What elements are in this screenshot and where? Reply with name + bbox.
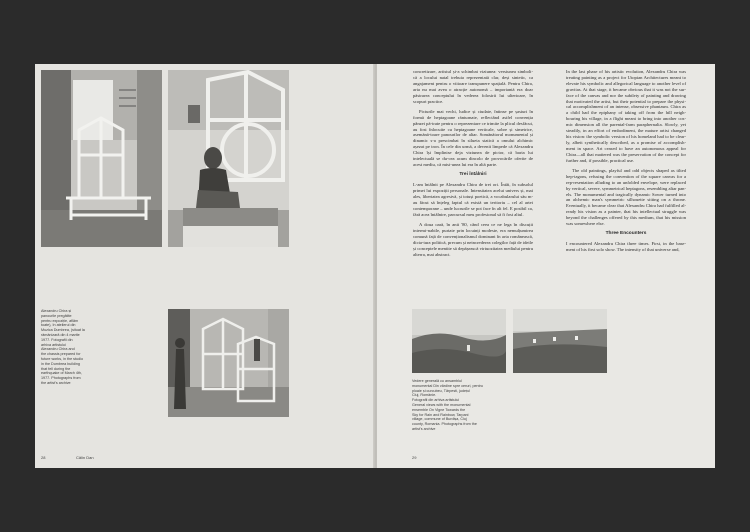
en-paragraph-1: In the last phase of his artistic evolution, Alexandru Chira was treating painting as a project for Utopian Architectures meant to elevate his symbolic and allegorical language to another level of gravitas. At that stage, it became obvious that it was not the sur-face of the canvas and nor the subtlety of painting and drawing that motivated the artist, but their potential to prepare the physi-cal accomplishment of an intense, obsessive phantasm. Chira as a child had the epiphany of taking off from the hill neigh-bouring his village, in a flight meant to bring into another cos-mic dimension all the parental-farm paraphernalia. Slowly, yet steadily, in an effort of embodiment, the mature artist changed his vision: the symbolic version of his homeland had to be clear-ly, albeit synthetically described, as a promise of accomplish-ment in space. Art ceased to have an autonomous appeal for Chira—all that mattered was the preservation of the concept for further and, if possible, practical use.: [566, 69, 686, 163]
left-page: [35, 64, 375, 468]
ro-paragraph-4: A doua oară, în anii '80, când ceea ce ne lega în discuții intermi-nabile, purtate prin locuinți modeste, era nemulțumirea comună față de convenționalismul dominant în arta românească, dicta-tura politică, precum și neincrederea colegilor față de ideile și conceptele mentite să depășească virtuozitatea mediului pentru alterra, mai abstract.: [413, 222, 533, 257]
right-page-number: 29: [412, 455, 417, 460]
ro-paragraph-3: L-am întâlnit pe Alexandru Chira de trei ori. Întâi, în subsolul primei lui expoziții personale. Intensitatea acelui univers și, mai ales, libertatea agresivă, și totuși poetică, a vocabularului său m-au făcut să înțeleg faptul că există un teritoriu – cel al artei contemporane – unde lucrurile se pot face în alt fel. E posibil ca, fără acea întâlnire, parcursul meu profesional să fi fost altul.: [413, 182, 533, 217]
romanian-column: [413, 69, 533, 262]
en-section-heading: Three Encounters: [605, 231, 647, 237]
landscape-photo-1: [412, 309, 506, 373]
ro-paragraph-2: Picturile mai vechi, ludice și ciudate, întinse pe șasiuri în formă de heptagoane rănturnate, reflectând astfel convenția pânzei pă-trate pentru o reprezentare ce trimite la plicul desfăcut, au fost înlocuite cu heptagoane verticale, sobre și simetrice, asemănă-toare panourilor de altar. Somănătorul monumental și dinamic s-a prescimbat în silueta statică a omului alchimic așezat pe tron. În cele din urmă, a devenit limpede că Alexandru Chira își împlinise deja viziunea de pictor, că baria lui intelectuală se du-cea acum dincolo de provocările oferite de acest mediu, că misi-unea lui era în altă parte.: [413, 108, 533, 167]
running-head: Călin Dan: [76, 455, 94, 460]
right-photo-caption: Vedere generală cu ansamblul monumental Din vărdine spre ceruri, pentru ploaie și curcubeu, Tărpesti, județul Cluj, Românie. Fotografii din arhiva artistului General views with the monumental ensemble On Vigne Towards the Sky for Rain and Rainbow, Tarpani village, commune of Burdișa, Cluj county, Romania. Photographs from the artist's archive: [412, 379, 483, 431]
ro-paragraph-1: concretizare, artistul și-a schimbat viziunea: versiunea simboli-că a locului natal trebuia reprezentată clar, deși sintetic, ca angajament pentru o viitoare transpunere spațială. Pentru Chira, arta nu mai avea o atracție autonomă – importantă era doar păstrarea conceptului în vederea folosirii lui ulterioare, în scopuri practice.: [413, 69, 533, 104]
left-page-number: 28: [41, 455, 46, 460]
magazine-spread: [35, 64, 715, 468]
english-column: [566, 69, 686, 257]
left-photo-caption: Alexandru Chira și panourile pregătite pentru expoziție, aflăm toate), în atelierul din Muzica Dumbrea, (situat la râmânizară din 4 martie 1977. Fotografii din arhiva artistului Alexandru Chira and the chassis prepared for future works, in the studio in the Dumbrea building that fell during the earthquake of March 4th, 1977. Photographs from the artist's archive: [41, 309, 85, 385]
exhibition-photo: [168, 309, 289, 417]
artist-portrait-photo: [168, 70, 289, 247]
en-paragraph-3: I encountered Alexandru Chira three times. First, in the base-ment of his first solo show. The intensity of that universe and,: [566, 241, 686, 253]
studio-interior-photo: [41, 70, 162, 247]
landscape-photo-2: [513, 309, 607, 373]
en-paragraph-2: The old paintings, playful and odd objects shaped as tilted hep-tagons, refusing the convention of the square canvas for a rep-resentation alluding to an unfolded envelope, were replaced by vertical, severe, symmetrical heptagons, resembling altar pan-els. The monumental and tragically dynamic Sower turned into an alchemic man's symmetric silhouette sitting on a throne. Eventually, it became clear that Alexandru Chira had fulfilled al-ready his vision as a painter, that his intellectual struggle was beyond the challenges offered by this medium, that his mission was somewhere else.: [566, 167, 686, 227]
right-page: [377, 64, 715, 468]
ro-section-heading: Trei întâlniri: [459, 172, 487, 178]
